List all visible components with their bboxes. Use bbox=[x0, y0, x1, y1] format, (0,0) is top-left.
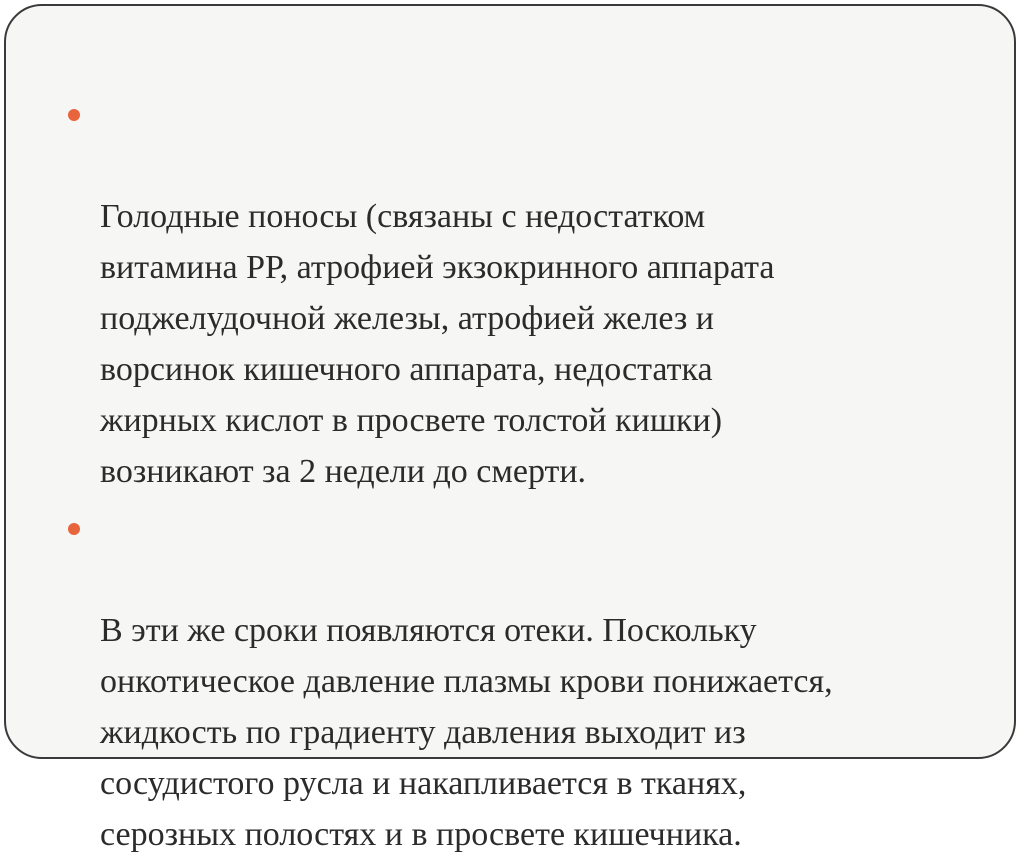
bullet-text: В эти же сроки появляются отеки. Поскольку онкотическое давление плазмы крови понижается, жидкость по градиенту давления выходит из сосудистого русла и накапливается в тканях, серозных полостях и в просвете кишечника. bbox=[100, 612, 833, 853]
bullet-item-edema bbox=[68, 503, 968, 860]
slide-frame bbox=[4, 4, 1016, 853]
bullet-text: Голодные поносы (связаны с недостатком витамина РР, атрофией экзокринного аппарата поджелудочной железы, атрофией желез и ворсинок кишечного аппарата, недостатка жирных кислот в просвете толстой кишки) возникают за 2 недели до смерти. bbox=[100, 198, 775, 490]
bullet-dot-icon bbox=[68, 523, 80, 535]
bullet-item-hunger-diarrhea bbox=[68, 89, 968, 497]
slide-body bbox=[68, 89, 968, 866]
bullet-dot-icon bbox=[68, 109, 80, 121]
